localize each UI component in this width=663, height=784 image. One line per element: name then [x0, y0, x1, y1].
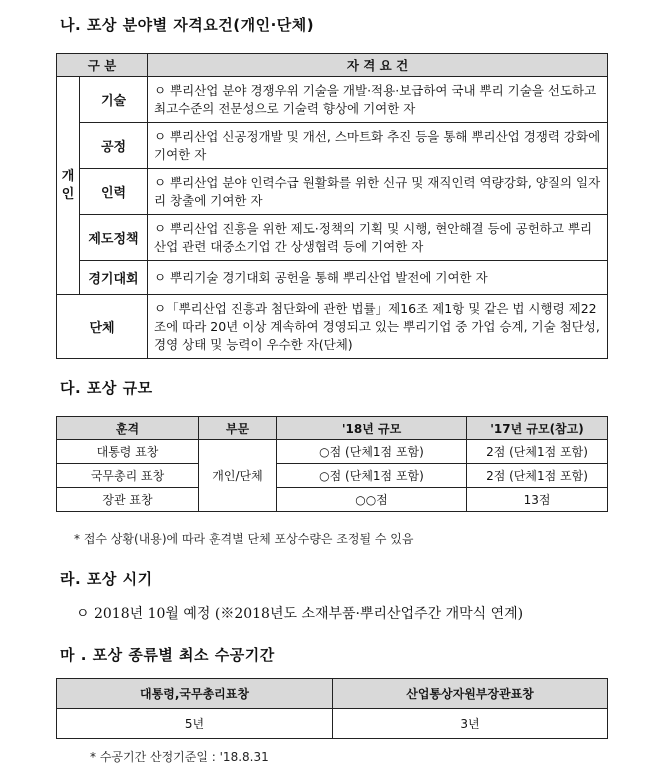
header-2017: '17년 규모(참고)	[467, 417, 608, 440]
header-minister: 산업통상자원부장관표창	[333, 679, 608, 709]
individual-label: 개 인	[57, 77, 80, 295]
award-scale-note: * 접수 상황(내용)에 따라 훈격별 단체 포상수량은 조정될 수 있음	[74, 532, 414, 546]
desc-workforce: ㅇ 뿌리산업 분야 인력수급 원활화를 위한 신규 및 재직인력 역량강화, 양질의 일자리 창출에 기여한 자	[148, 169, 608, 215]
y18-minister: ○○점	[277, 488, 467, 512]
service-period-table	[56, 678, 608, 739]
period-minister: 3년	[333, 709, 608, 739]
header-award: 훈격	[57, 417, 199, 440]
y17-president: 2점 (단체1점 포함)	[467, 440, 608, 464]
header-2018: '18년 규모	[277, 417, 467, 440]
y18-pm: ○점 (단체1점 포함)	[277, 464, 467, 488]
service-period-note: * 수공기간 산정기준일 : '18.8.31	[90, 750, 269, 764]
desc-policy: ㅇ 뿌리산업 진흥을 위한 제도·정책의 기획 및 시행, 현안해결 등에 공헌하고 뿌리산업 관련 대중소기업 간 상생협력 등에 기여한 자	[148, 215, 608, 261]
y17-pm: 2점 (단체1점 포함)	[467, 464, 608, 488]
category-process: 공정	[80, 123, 148, 169]
award-president: 대통령 표창	[57, 440, 199, 464]
header-requirements: 자 격 요 건	[148, 54, 608, 77]
header-division: 부문	[199, 417, 277, 440]
category-policy: 제도정책	[80, 215, 148, 261]
section-ra-title: 라. 포상 시기	[60, 570, 153, 588]
category-group: 단체	[57, 295, 148, 359]
period-president-pm: 5년	[57, 709, 333, 739]
award-pm: 국무총리 표창	[57, 464, 199, 488]
category-competition: 경기대회	[80, 261, 148, 295]
header-president-pm: 대통령,국무총리표창	[57, 679, 333, 709]
category-workforce: 인력	[80, 169, 148, 215]
desc-process: ㅇ 뿌리산업 신공정개발 및 개선, 스마트화 추진 등을 통해 뿌리산업 경쟁력 강화에 기여한 자	[148, 123, 608, 169]
section-da-title: 다. 포상 규모	[60, 379, 153, 397]
division-cell: 개인/단체	[199, 440, 277, 512]
header-group: 구 분	[57, 54, 148, 77]
desc-competition: ㅇ 뿌리기술 경기대회 공헌을 통해 뿌리산업 발전에 기여한 자	[148, 261, 608, 295]
desc-tech: ㅇ 뿌리산업 분야 경쟁우위 기술을 개발·적용·보급하여 국내 뿌리 기술을 선도하고 최고수준의 전문성으로 기술력 향상에 기여한 자	[148, 77, 608, 123]
desc-group: ㅇ「뿌리산업 진흥과 첨단화에 관한 법률」제16조 제1항 및 같은 법 시행령 제22조에 따라 20년 이상 계속하여 경영되고 있는 뿌리기업 중 가업 승계, 기술 첨단성, 경영 상태 및 능력이 우수한 자(단체)	[148, 295, 608, 359]
y18-president: ○점 (단체1점 포함)	[277, 440, 467, 464]
award-scale-table	[56, 416, 608, 512]
qualification-table	[56, 53, 608, 359]
category-tech: 기술	[80, 77, 148, 123]
award-minister: 장관 표창	[57, 488, 199, 512]
section-ma-title: 마 . 포상 종류별 최소 수공기간	[60, 646, 275, 664]
award-timing-line: ㅇ 2018년 10월 예정 (※2018년도 소재부품·뿌리산업주간 개막식 연계)	[76, 606, 524, 622]
y17-minister: 13점	[467, 488, 608, 512]
section-na-title: 나. 포상 분야별 자격요건(개인·단체)	[60, 16, 315, 34]
